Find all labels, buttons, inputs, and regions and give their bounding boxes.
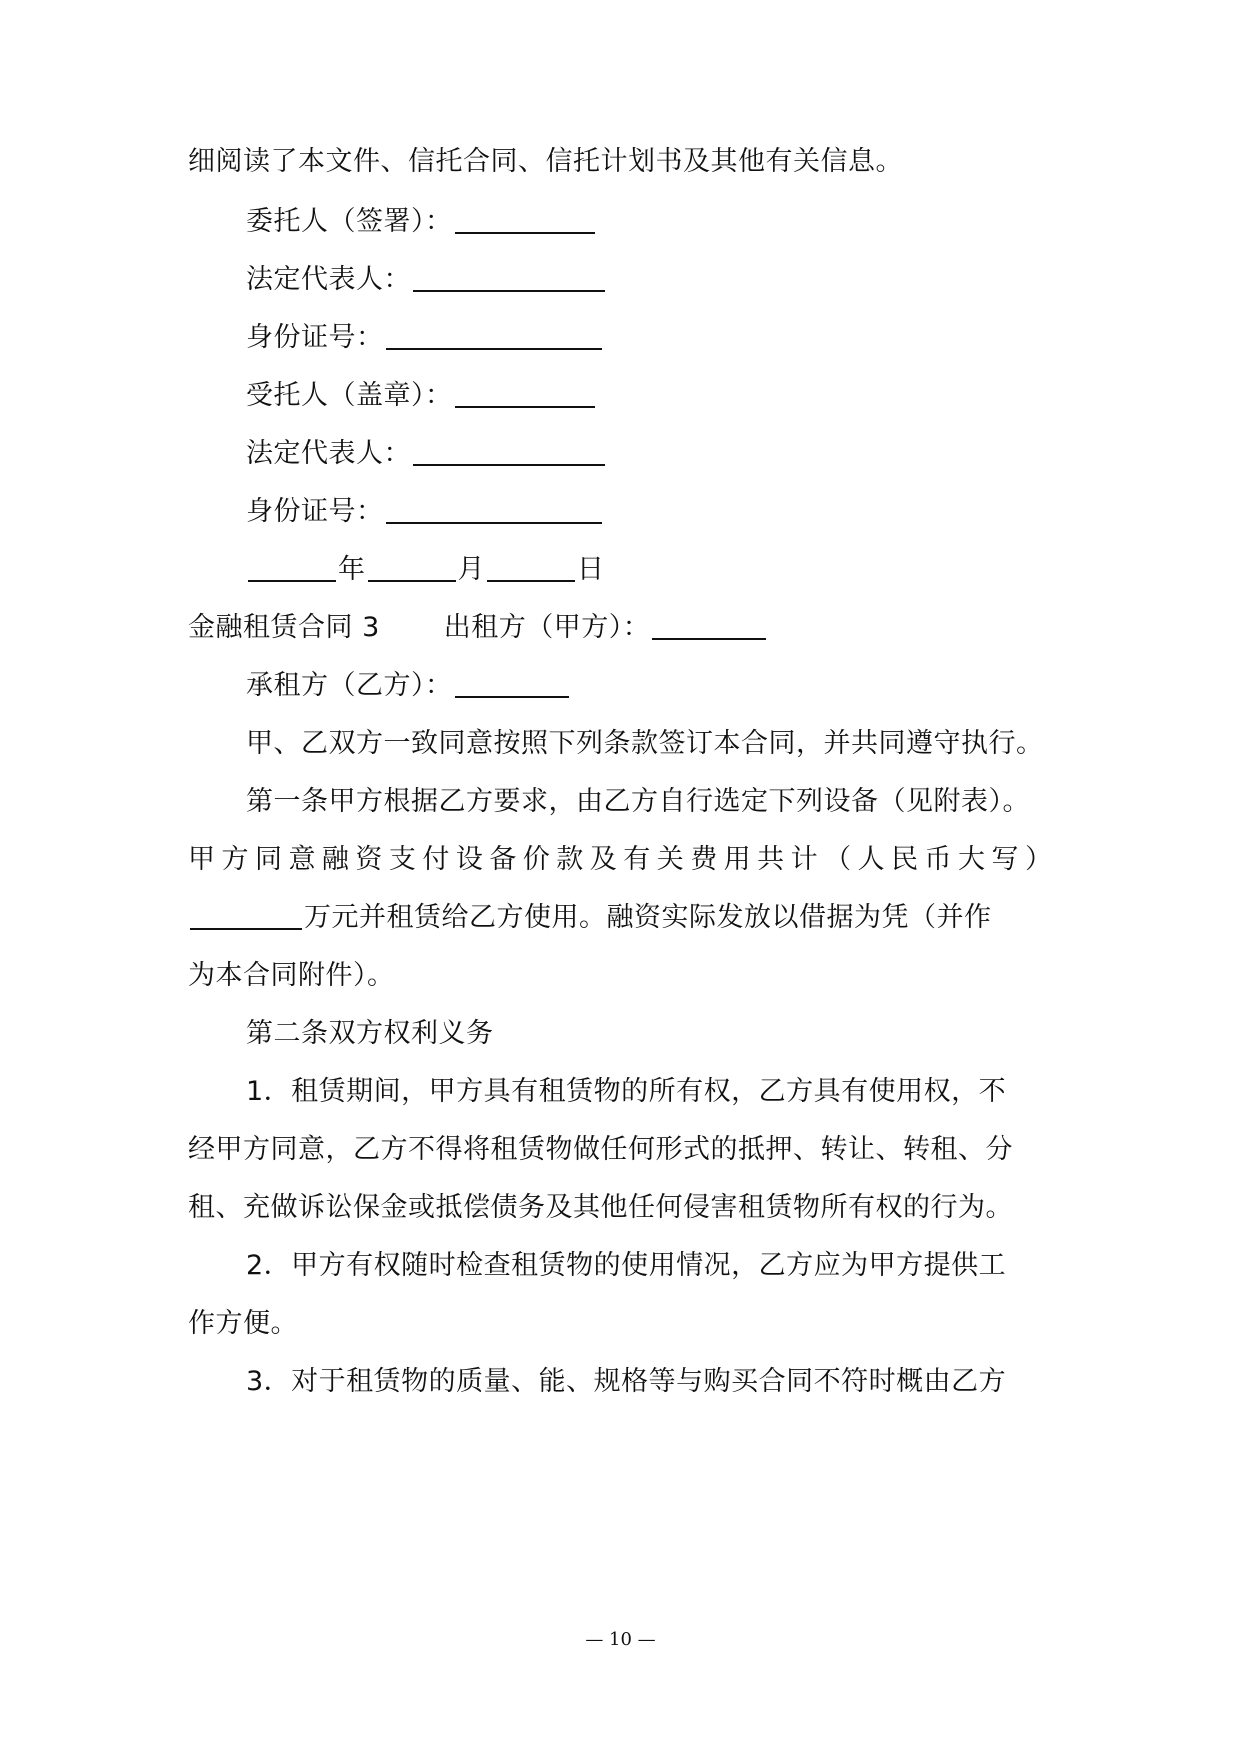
signature-line-id-1 bbox=[246, 318, 1058, 358]
day-blank[interactable] bbox=[487, 554, 575, 582]
item-3-line-1: 3．对于租赁物的质量、能、规格等与购买合同不符时概由乙方 bbox=[246, 1366, 1007, 1397]
article-2-heading: 第二条双方权利义务 bbox=[246, 1018, 494, 1049]
item-1-line-2: 经甲方同意，乙方不得将租赁物做任何形式的抵押、转让、转租、分 bbox=[188, 1134, 1013, 1165]
article-1-line-3 bbox=[188, 898, 1058, 938]
article-1-line-4: 为本合同附件）。 bbox=[188, 960, 395, 991]
month-blank[interactable] bbox=[368, 554, 456, 582]
item-1-line-3: 租、充做诉讼保金或抵偿债务及其他任何侵害租赁物所有权的行为。 bbox=[188, 1192, 1013, 1223]
amount-blank[interactable] bbox=[190, 902, 302, 930]
item-2-line-2: 作方便。 bbox=[188, 1308, 298, 1339]
month-label: 月 bbox=[457, 554, 485, 585]
item-2-line-1: 2．甲方有权随时检查租赁物的使用情况，乙方应为甲方提供工 bbox=[246, 1250, 1007, 1281]
contract-title: 金融租赁合同 3 bbox=[188, 612, 380, 643]
blank-field[interactable] bbox=[455, 206, 595, 234]
paragraph-agreement: 甲、乙双方一致同意按照下列条款签订本合同，并共同遵守执行。 bbox=[246, 728, 1044, 759]
article-1-line-2: 甲方同意融资支付设备价款及有关费用共计（人民币大写） bbox=[188, 844, 1058, 875]
signature-line-trustee bbox=[246, 376, 1058, 416]
blank-field[interactable] bbox=[455, 380, 595, 408]
signature-line-id-2 bbox=[246, 492, 1058, 532]
id-number-label: 身份证号： bbox=[246, 322, 384, 353]
item-1-line-1: 1．租赁期间，甲方具有租赁物的所有权，乙方具有使用权，不 bbox=[246, 1076, 1007, 1107]
page-number: — 10 — bbox=[585, 1629, 656, 1650]
blank-field[interactable] bbox=[413, 438, 605, 466]
blank-field[interactable] bbox=[652, 612, 766, 640]
contract-heading-line bbox=[188, 608, 1058, 648]
blank-field[interactable] bbox=[455, 670, 569, 698]
id-number-label: 身份证号： bbox=[246, 496, 384, 527]
legal-rep-label: 法定代表人： bbox=[246, 264, 411, 295]
blank-field[interactable] bbox=[386, 496, 602, 524]
paragraph-intro: 细阅读了本文件、信托合同、信托计划书及其他有关信息。 bbox=[188, 146, 903, 177]
year-label: 年 bbox=[338, 554, 366, 585]
lessee-label: 承租方（乙方）： bbox=[246, 670, 453, 701]
signature-line-trustor bbox=[246, 202, 1058, 242]
article-1-line-3-text: 万元并租赁给乙方使用。融资实际发放以借据为凭（并作 bbox=[304, 902, 992, 933]
signature-line-rep-2 bbox=[246, 434, 1058, 474]
blank-field[interactable] bbox=[413, 264, 605, 292]
legal-rep-label: 法定代表人： bbox=[246, 438, 411, 469]
lessor-label: 出租方（甲方）： bbox=[443, 612, 651, 643]
signature-line-rep-1 bbox=[246, 260, 1058, 300]
trustee-label: 受托人（盖章）： bbox=[246, 380, 453, 411]
lessee-line bbox=[246, 666, 1058, 706]
article-1-line-1: 第一条甲方根据乙方要求，由乙方自行选定下列设备（见附表）。 bbox=[246, 786, 1030, 817]
date-line bbox=[246, 550, 1058, 590]
day-label: 日 bbox=[577, 554, 605, 585]
year-blank[interactable] bbox=[248, 554, 336, 582]
blank-field[interactable] bbox=[386, 322, 602, 350]
trustor-label: 委托人（签署）： bbox=[246, 206, 453, 237]
